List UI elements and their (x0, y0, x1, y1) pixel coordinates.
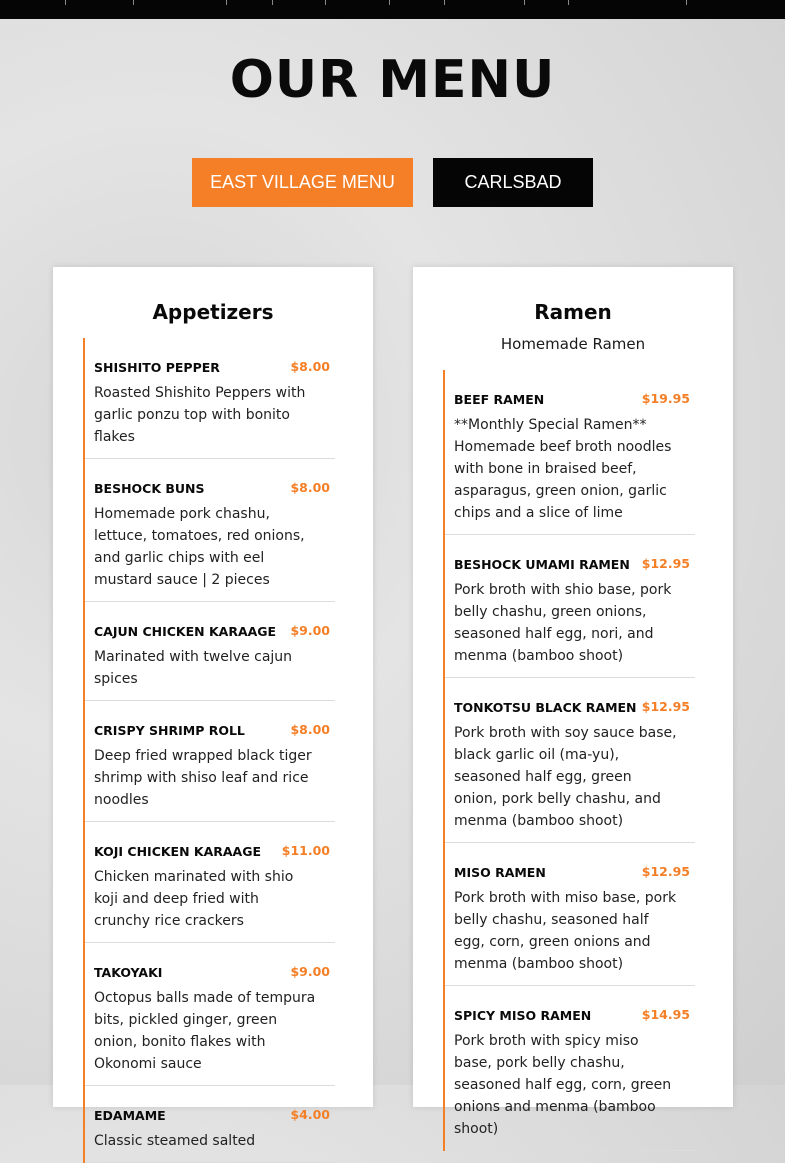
item-price: $8.00 (290, 480, 330, 495)
appetizers-list (83, 338, 335, 1163)
item-name: MISO RAMEN (454, 865, 546, 880)
item-price: $12.95 (641, 864, 690, 879)
item-name: SHISHITO PEPPER (94, 360, 220, 375)
item-price: $19.95 (641, 391, 690, 406)
item-description: Chicken marinated with shio koji and deep fried with crunchy rice crackers (94, 869, 294, 929)
nav-separator (325, 0, 326, 5)
menu-item (445, 535, 695, 678)
menu-item (445, 370, 695, 535)
item-name: BESHOCK BUNS (94, 481, 205, 496)
ramen-subheading: Homemade Ramen (500, 335, 646, 353)
nav-separator (272, 0, 273, 5)
item-name: BEEF RAMEN (454, 392, 545, 407)
item-description: Pork broth with miso base, pork belly chashu, seasoned half egg, corn, green onions and menma (bamboo shoot) (454, 890, 677, 972)
ramen-card (413, 267, 733, 1137)
item-description: Classic steamed salted (94, 1133, 256, 1149)
nav-separator (133, 0, 134, 5)
menu-item (445, 843, 695, 986)
item-name: TAKOYAKI (94, 965, 163, 980)
item-price: $9.00 (290, 623, 330, 638)
item-price: $9.00 (290, 964, 330, 979)
item-description: Deep fried wrapped black tiger shrimp with shiso leaf and rice noodles (94, 748, 312, 808)
item-name: TONKOTSU BLACK RAMEN (454, 700, 637, 715)
item-price: $12.95 (641, 699, 690, 714)
item-name: BESHOCK UMAMI RAMEN (454, 557, 630, 572)
top-nav-bar (0, 0, 785, 19)
item-description: Roasted Shishito Peppers with garlic ponzu top with bonito flakes (94, 385, 306, 445)
item-description: Pork broth with soy sauce base, black garlic oil (ma-yu), seasoned half egg, green onion, pork belly chashu, and menma (bamboo shoot) (454, 725, 677, 829)
east-village-menu-button[interactable]: EAST VILLAGE MENU (192, 158, 413, 207)
item-description: Pork broth with shio base, pork belly chashu, green onions, seasoned half egg, nori, and menma (bamboo shoot) (454, 582, 672, 664)
nav-separator (686, 0, 687, 5)
item-name: KOJI CHICKEN KARAAGE (94, 844, 262, 859)
item-price: $8.00 (290, 722, 330, 737)
carlsbad-menu-button[interactable]: CARLSBAD (433, 158, 593, 207)
nav-separator (444, 0, 445, 5)
item-price: $8.00 (290, 359, 330, 374)
item-name: EDAMAME (94, 1108, 166, 1123)
menu-item (85, 459, 335, 602)
item-description: Pork broth with spicy miso base, pork belly chashu, seasoned half egg, corn, green onions and menma (bamboo shoot) (454, 1033, 672, 1137)
menu-item (85, 602, 335, 701)
menu-item (445, 678, 695, 843)
item-price: $11.00 (281, 843, 330, 858)
menu-item (85, 338, 335, 459)
item-name: SPICY MISO RAMEN (454, 1008, 592, 1023)
menu-item (445, 986, 695, 1151)
ramen-heading: Ramen (534, 300, 612, 324)
appetizers-card (53, 267, 373, 1149)
item-description: Homemade pork chashu, lettuce, tomatoes, red onions, and garlic chips with eel mustard sauce | 2 pieces (94, 506, 305, 588)
menu-item (85, 943, 335, 1086)
item-description: Octopus balls made of tempura bits, pickled ginger, green onion, bonito flakes with Okonomi sauce (94, 990, 316, 1072)
menu-item (85, 822, 335, 943)
item-name: CAJUN CHICKEN KARAAGE (94, 624, 277, 639)
nav-separator (389, 0, 390, 5)
page-title: OUR MENU (229, 50, 556, 110)
menu-item (85, 1086, 335, 1163)
item-description: **Monthly Special Ramen** Homemade beef broth noodles with bone in braised beef, asparagus, green onion, garlic chips and a slice of lime (454, 417, 672, 521)
nav-separator (568, 0, 569, 5)
item-name: CRISPY SHRIMP ROLL (94, 723, 245, 738)
item-price: $14.95 (641, 1007, 690, 1022)
menu-item (85, 701, 335, 822)
nav-separator (65, 0, 66, 5)
item-price: $4.00 (290, 1107, 330, 1122)
item-price: $12.95 (641, 556, 690, 571)
appetizers-heading: Appetizers (152, 300, 274, 324)
item-description: Marinated with twelve cajun spices (94, 649, 293, 687)
nav-separator (226, 0, 227, 5)
ramen-list (443, 370, 695, 1151)
nav-separator (524, 0, 525, 5)
